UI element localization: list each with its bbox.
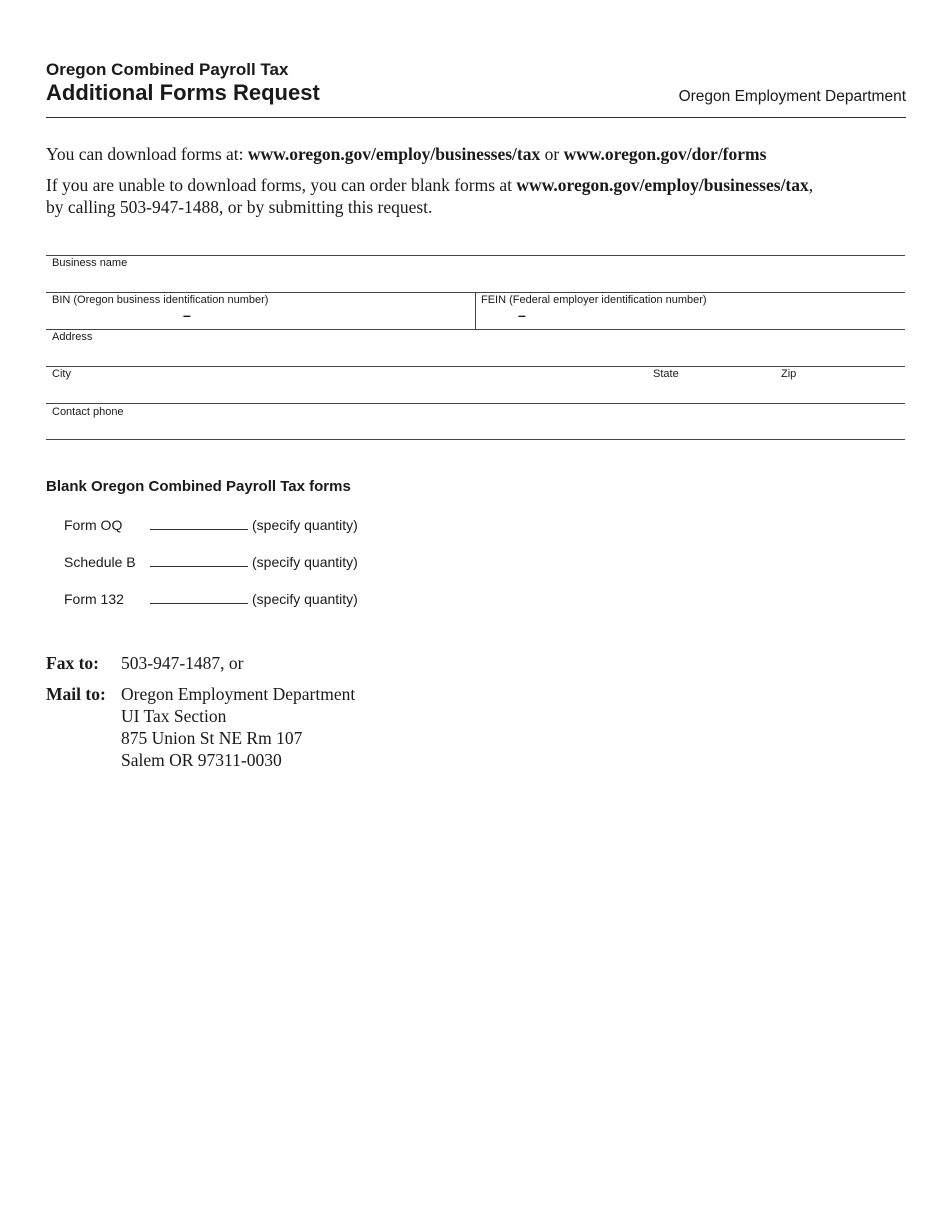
fax-label: Fax to:: [46, 653, 99, 673]
intro-or: or: [540, 144, 564, 164]
order-forms-link[interactable]: www.oregon.gov/employ/businesses/tax: [516, 175, 809, 195]
form-132-quantity-field[interactable]: [150, 591, 248, 604]
intro-order: [46, 174, 906, 218]
fax-line: [46, 652, 243, 674]
contact-phone-field[interactable]: [46, 419, 905, 439]
fein-dash: –: [518, 307, 526, 323]
form-oq-quantity-hint: (specify quantity): [252, 517, 358, 533]
forms-section-heading: Blank Oregon Combined Payroll Tax forms: [46, 478, 351, 495]
schedule-b-row: [64, 553, 358, 571]
mail-address-line: Oregon Employment Department: [121, 684, 356, 704]
address-field[interactable]: [46, 344, 905, 366]
form-title: Additional Forms Request: [46, 80, 320, 105]
city-rule: [46, 366, 905, 367]
employ-link[interactable]: www.oregon.gov/employ/businesses/tax: [247, 144, 541, 164]
form-oq-label: Form OQ: [64, 517, 123, 533]
department-name: Oregon Employment Department: [678, 88, 906, 105]
business-name-rule: [46, 255, 905, 256]
intro-order-prefix: If you are unable to download forms, you can order blank forms at: [46, 175, 517, 195]
mail-label: Mail to:: [46, 684, 106, 704]
header: [46, 60, 906, 106]
form-132-quantity-hint: (specify quantity): [252, 591, 358, 607]
bin-field[interactable]: [46, 307, 474, 329]
form-132-label: Form 132: [64, 591, 124, 607]
mail-address-line: UI Tax Section: [121, 706, 227, 726]
mail-address-line: Salem OR 97311-0030: [121, 750, 282, 770]
form-bottom-rule: [46, 439, 905, 440]
form-132-row: [64, 590, 358, 608]
intro-order-line: [46, 174, 906, 196]
form-oq-row: [64, 516, 358, 534]
schedule-b-quantity-hint: (specify quantity): [252, 554, 358, 570]
schedule-b-quantity-field[interactable]: [150, 554, 248, 567]
zip-field[interactable]: [776, 381, 905, 403]
header-divider: [46, 117, 906, 118]
city-label: City: [52, 368, 71, 380]
address-label: Address: [52, 331, 93, 343]
intro-order-suffix: ,: [808, 175, 814, 195]
zip-label: Zip: [781, 368, 797, 380]
form-oq-quantity-field[interactable]: [150, 517, 248, 530]
mail-address: [121, 683, 355, 771]
mail-address-line: 875 Union St NE Rm 107: [121, 728, 303, 748]
city-field[interactable]: [46, 381, 646, 403]
address-rule: [46, 329, 905, 330]
fax-number: 503-947-1487, or: [121, 653, 244, 673]
contact-phone-rule: [46, 403, 905, 404]
state-label: State: [653, 368, 679, 380]
business-name-label: Business name: [52, 257, 128, 269]
intro-calling-line: by calling 503-947-1488, or by submitting this request.: [46, 197, 433, 217]
fein-field[interactable]: [476, 307, 905, 329]
intro-download: [46, 143, 906, 165]
bin-dash: –: [183, 307, 191, 323]
intro-download-prefix: You can download forms at:: [46, 144, 248, 164]
fein-label: FEIN (Federal employer identification number): [481, 294, 707, 306]
schedule-b-label: Schedule B: [64, 554, 136, 570]
form-subtitle: Oregon Combined Payroll Tax: [46, 60, 289, 79]
mail-label-line: [46, 683, 121, 705]
state-field[interactable]: [648, 381, 776, 403]
business-name-field[interactable]: [46, 270, 905, 292]
dor-forms-link[interactable]: www.oregon.gov/dor/forms: [563, 144, 767, 164]
contact-phone-label: Contact phone: [52, 406, 124, 418]
bin-label: BIN (Oregon business identification number): [52, 294, 269, 306]
